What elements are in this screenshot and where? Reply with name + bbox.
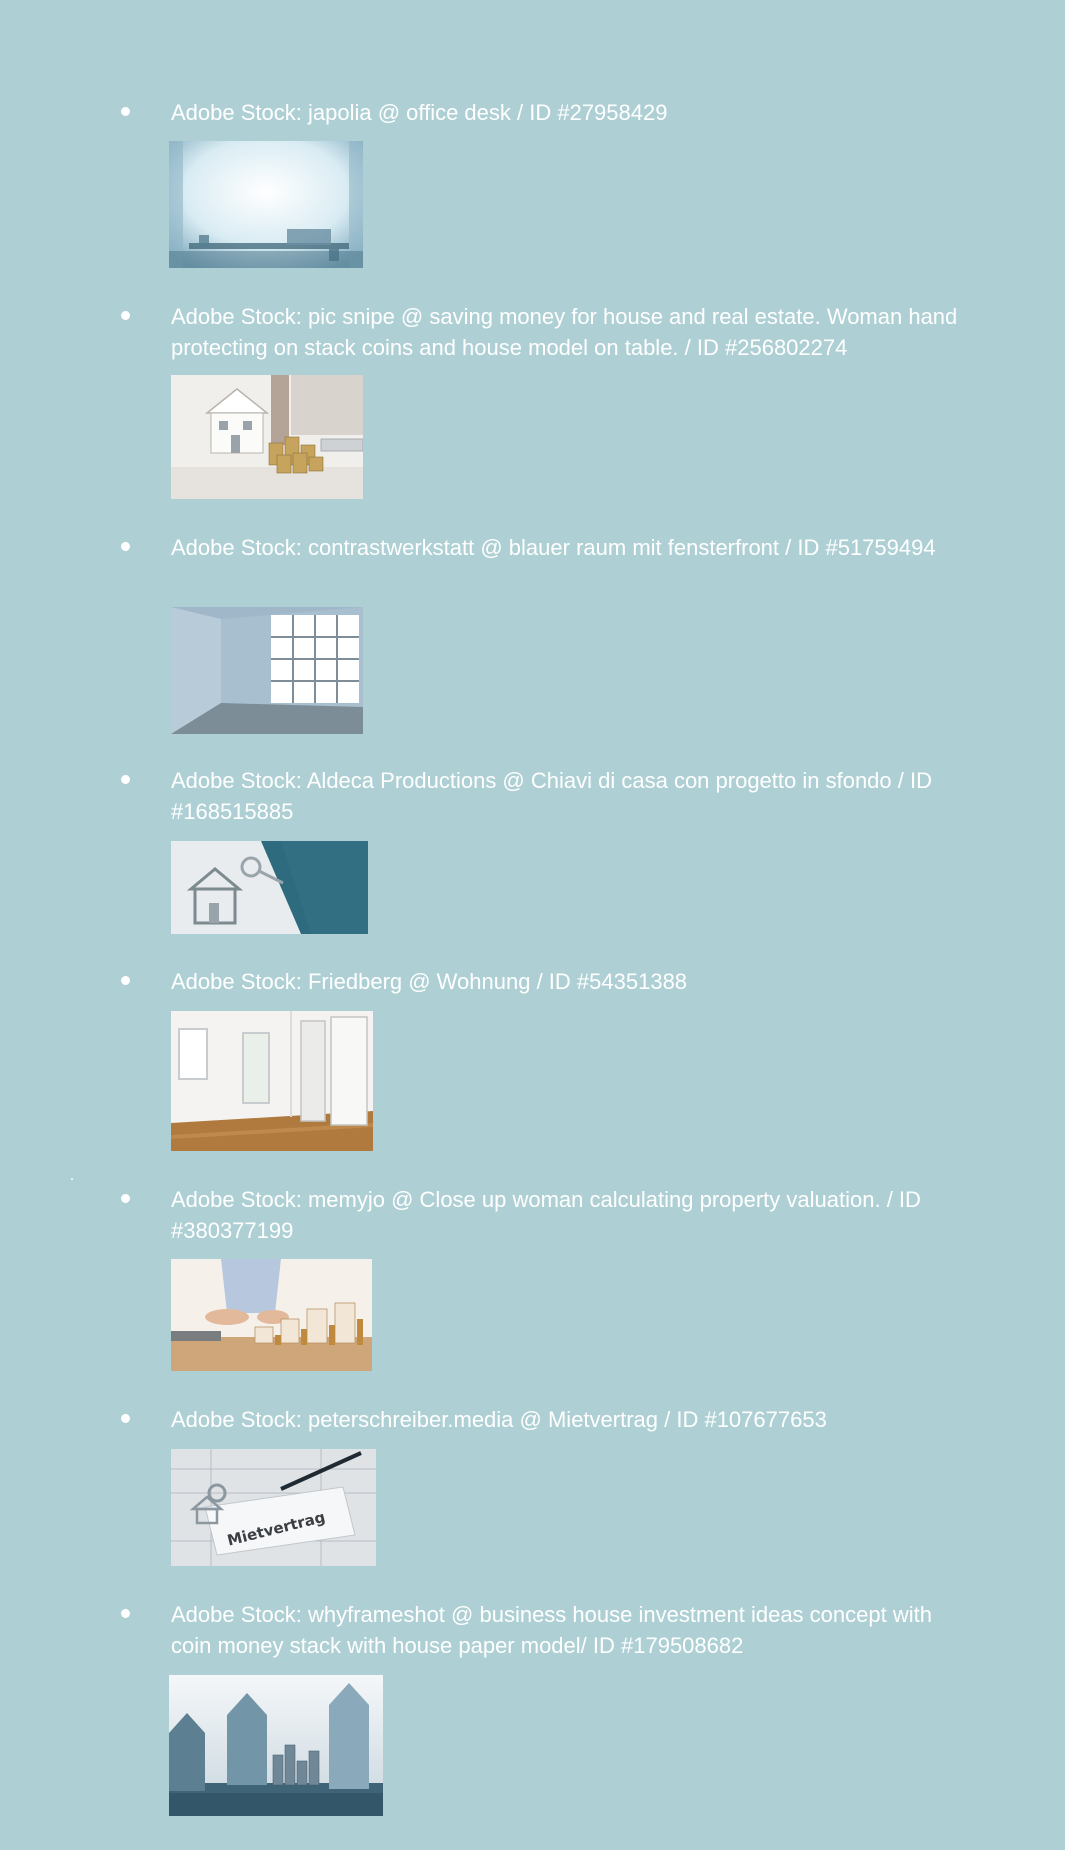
- bullet-icon: [121, 1609, 130, 1618]
- credit-text: Adobe Stock: memyjo @ Close up woman calculating property valuation. / ID #380377199: [171, 1187, 921, 1243]
- house-keys-blueprint-photo: [171, 841, 368, 934]
- house-model-coins-photo: [171, 375, 363, 499]
- bullet-icon: [121, 1414, 130, 1423]
- office-desk-photo: [169, 141, 363, 268]
- credit-text: Adobe Stock: japolia @ office desk / ID #27958429: [171, 100, 668, 125]
- bullet-icon: [121, 311, 130, 320]
- stray-dot: [71, 1178, 73, 1180]
- blue-room-window-photo: [171, 607, 363, 734]
- credit-text: Adobe Stock: contrastwerkstatt @ blauer raum mit fensterfront / ID #51759494: [171, 535, 936, 560]
- credit-text: Adobe Stock: whyframeshot @ business house investment ideas concept with coin money stack with house paper model/ ID #179508682: [171, 1602, 932, 1658]
- credit-text: Adobe Stock: Friedberg @ Wohnung / ID #54351388: [171, 969, 688, 994]
- credit-text: Adobe Stock: pic snipe @ saving money for house and real estate. Woman hand protecting on stack coins and house model on table. / ID #256802274: [171, 304, 958, 360]
- house-paper-models-coins-photo: [169, 1675, 383, 1816]
- bullet-icon: [121, 107, 130, 116]
- empty-apartment-photo: [171, 1011, 373, 1151]
- rental-contract-photo: [171, 1449, 376, 1566]
- credit-text: Adobe Stock: Aldeca Productions @ Chiavi di casa con progetto in sfondo / ID #168515885: [171, 768, 932, 824]
- bullet-icon: [121, 542, 130, 551]
- calculating-valuation-photo: [171, 1259, 372, 1371]
- bullet-icon: [121, 976, 130, 985]
- credit-text: Adobe Stock: peterschreiber.media @ Mietvertrag / ID #107677653: [171, 1407, 827, 1432]
- bullet-icon: [121, 1194, 130, 1203]
- mietvertrag-label: Mietvertrag: [225, 1507, 327, 1550]
- bullet-icon: [121, 775, 130, 784]
